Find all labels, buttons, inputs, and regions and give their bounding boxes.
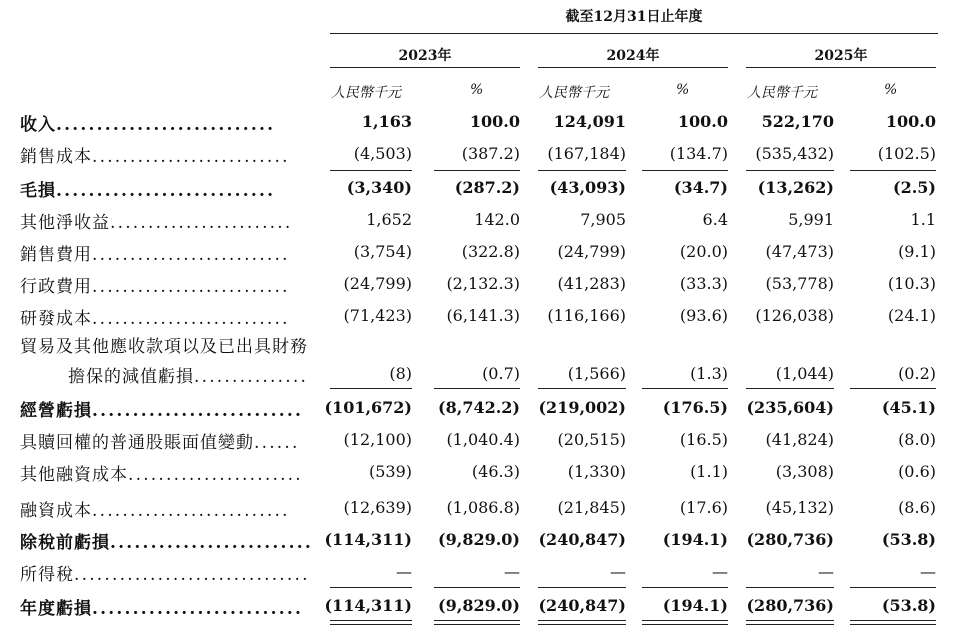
cell-value: (0.7): [482, 364, 520, 383]
cell-value: (9,829.0): [438, 596, 520, 615]
cell-value: —: [818, 562, 834, 581]
rule-before-operating-loss-5: [850, 388, 936, 389]
cell-value: (0.2): [898, 364, 936, 383]
row-label: [20, 428, 300, 453]
rule-before-annual-loss-2: [538, 587, 626, 588]
leader-dots: ..........................: [92, 599, 304, 619]
row-label-text: 除稅前虧損: [20, 533, 110, 553]
cell-value: (8): [389, 364, 412, 383]
row-label-text: 其他融資成本: [20, 465, 128, 485]
cell-value: 1,163: [361, 112, 412, 131]
cell-value: (235,604): [746, 398, 834, 417]
cell-value: (1,044): [775, 364, 834, 383]
double-rule-bottom-3: [642, 624, 728, 625]
leader-dots: ...............: [194, 367, 309, 387]
cell-value: (287.2): [454, 178, 520, 197]
rule-before-annual-loss-4: [746, 587, 834, 588]
cell-value: (6,141.3): [446, 306, 520, 325]
leader-dots: ...........................: [56, 181, 276, 201]
cell-value: (102.5): [877, 144, 936, 163]
cell-value: (4,503): [353, 144, 412, 163]
double-rule-bottom-5: [850, 624, 936, 625]
cell-value: 142.0: [474, 210, 520, 229]
double-rule-top-4: [746, 620, 834, 621]
cell-value: (101,672): [324, 398, 412, 417]
cell-value: (3,340): [346, 178, 412, 197]
cell-value: (240,847): [538, 596, 626, 615]
cell-value: (24,799): [343, 274, 412, 293]
leader-dots: ..........................: [92, 277, 290, 297]
cell-value: 522,170: [761, 112, 834, 131]
cell-value: (176.5): [662, 398, 728, 417]
cell-value: (16.5): [679, 430, 728, 449]
cell-value: 100.0: [677, 112, 728, 131]
rule-before-annual-loss-0: [330, 587, 412, 588]
row-label-text: 擔保的減值虧損: [68, 367, 194, 387]
cell-value: 1,652: [366, 210, 412, 229]
period-header: 截至12月31日止年度: [565, 9, 703, 25]
period-underline: [330, 33, 938, 34]
unit-percent-2024: %: [676, 82, 690, 98]
leader-dots: ......: [254, 433, 300, 453]
cell-value: (387.2): [461, 144, 520, 163]
cell-value: (20,515): [557, 430, 626, 449]
cell-value: (167,184): [547, 144, 626, 163]
cell-value: 100.0: [885, 112, 936, 131]
row-label-text: 行政費用: [20, 277, 92, 297]
year-2025: 2025年: [814, 48, 868, 64]
cell-value: —: [712, 562, 728, 581]
cell-value: (322.8): [461, 242, 520, 261]
unit-currency-2023: 人民幣千元: [331, 85, 401, 101]
rule-before-annual-loss-3: [642, 587, 728, 588]
rule-before-operating-loss-4: [746, 388, 834, 389]
double-rule-bottom-0: [330, 624, 412, 625]
row-label-text: 所得稅: [20, 565, 74, 585]
cell-value: (8,742.2): [438, 398, 520, 417]
cell-value: (3,308): [775, 462, 834, 481]
cell-value: (33.3): [679, 274, 728, 293]
cell-value: (219,002): [538, 398, 626, 417]
cell-value: (114,311): [324, 596, 412, 615]
cell-value: (9,829.0): [438, 530, 520, 549]
row-label-text: 銷售費用: [20, 245, 92, 265]
row-label-text: 其他淨收益: [20, 213, 110, 233]
cell-value: (45,132): [765, 498, 834, 517]
cell-value: (126,038): [755, 306, 834, 325]
row-label: [20, 304, 290, 329]
row-label: [20, 560, 310, 585]
double-rule-bottom-2: [538, 624, 626, 625]
cell-value: —: [396, 562, 412, 581]
cell-value: (41,824): [765, 430, 834, 449]
year-underline-2025: [746, 67, 936, 68]
subtotal-rule-2025a: [746, 170, 834, 171]
cell-value: (1,086.8): [446, 498, 520, 517]
unit-percent-2023: %: [470, 82, 484, 98]
cell-value: (194.1): [662, 530, 728, 549]
cell-value: (41,283): [557, 274, 626, 293]
rule-before-operating-loss-0: [330, 388, 412, 389]
cell-value: (114,311): [324, 530, 412, 549]
cell-value: (53,778): [765, 274, 834, 293]
row-label: [20, 496, 290, 521]
year-2023: 2023年: [398, 48, 452, 64]
row-label: [20, 240, 290, 265]
subtotal-rule-2024a: [538, 170, 626, 171]
cell-value: 5,991: [788, 210, 834, 229]
cell-value: (8.0): [898, 430, 936, 449]
cell-value: —: [504, 562, 520, 581]
double-rule-top-0: [330, 620, 412, 621]
cell-value: (24,799): [557, 242, 626, 261]
cell-value: (2.5): [893, 178, 936, 197]
cell-value: (240,847): [538, 530, 626, 549]
unit-currency-2024: 人民幣千元: [539, 85, 609, 101]
cell-value: (71,423): [343, 306, 412, 325]
leader-dots: ...........................: [56, 115, 276, 135]
cell-value: (116,166): [547, 306, 626, 325]
cell-value: (8.6): [898, 498, 936, 517]
rule-before-operating-loss-2: [538, 388, 626, 389]
row-label: [20, 110, 275, 135]
cell-value: (3,754): [353, 242, 412, 261]
cell-value: (1,566): [567, 364, 626, 383]
subtotal-rule-2023a: [330, 170, 412, 171]
cell-value: 100.0: [469, 112, 520, 131]
cell-value: (53.8): [881, 530, 936, 549]
cell-value: (13,262): [757, 178, 834, 197]
cell-value: (0.6): [898, 462, 936, 481]
leader-dots: ..........................: [92, 501, 290, 521]
cell-value: (24.1): [887, 306, 936, 325]
cell-value: (1,040.4): [446, 430, 520, 449]
double-rule-top-3: [642, 620, 728, 621]
cell-value: (43,093): [549, 178, 626, 197]
cell-value: (21,845): [557, 498, 626, 517]
year-2024: 2024年: [606, 48, 660, 64]
cell-value: (1,330): [567, 462, 626, 481]
row-label: [20, 528, 313, 553]
cell-value: 7,905: [580, 210, 626, 229]
row-label: [20, 272, 290, 297]
unit-currency-2025: 人民幣千元: [747, 85, 817, 101]
cell-value: (17.6): [679, 498, 728, 517]
cell-value: 6.4: [702, 210, 728, 229]
year-underline-2023: [330, 67, 520, 68]
cell-value: (280,736): [746, 530, 834, 549]
rule-before-annual-loss-5: [850, 587, 936, 588]
unit-percent-2025: %: [884, 82, 898, 98]
row-label-text: 銷售成本: [20, 147, 92, 167]
cell-value: (535,432): [755, 144, 834, 163]
row-label: [20, 396, 303, 421]
row-label-text: 研發成本: [20, 309, 92, 329]
cell-value: (194.1): [662, 596, 728, 615]
cell-value: (20.0): [679, 242, 728, 261]
cell-value: (53.8): [881, 596, 936, 615]
cell-value: (2,132.3): [446, 274, 520, 293]
leader-dots: .........................: [110, 533, 313, 553]
cell-value: (134.7): [669, 144, 728, 163]
cell-value: (1.1): [690, 462, 728, 481]
double-rule-bottom-4: [746, 624, 834, 625]
year-underline-2024: [538, 67, 728, 68]
leader-dots: ........................: [110, 213, 293, 233]
subtotal-rule-2023b: [434, 170, 520, 171]
row-label-text: 融資成本: [20, 501, 92, 521]
cell-value: (9.1): [898, 242, 936, 261]
cell-value: (46.3): [471, 462, 520, 481]
cell-value: (10.3): [887, 274, 936, 293]
leader-dots: ..........................: [92, 309, 290, 329]
row-label: [20, 460, 303, 485]
cell-value: (45.1): [881, 398, 936, 417]
leader-dots: ..........................: [92, 245, 290, 265]
double-rule-top-1: [434, 620, 520, 621]
row-label-text: 年度虧損: [20, 599, 92, 619]
row-label-text: 貿易及其他應收款項以及已出具財務: [20, 337, 308, 357]
row-label-text: 收入: [20, 115, 56, 135]
row-label: [68, 362, 308, 387]
double-rule-bottom-1: [434, 624, 520, 625]
row-label-text: 經營虧損: [20, 401, 92, 421]
rule-before-operating-loss-1: [434, 388, 520, 389]
cell-value: 1.1: [910, 210, 936, 229]
row-label: [20, 142, 290, 167]
rule-before-operating-loss-3: [642, 388, 728, 389]
subtotal-rule-2025b: [850, 170, 936, 171]
row-label-text: 毛損: [20, 181, 56, 201]
double-rule-top-2: [538, 620, 626, 621]
cell-value: 124,091: [553, 112, 626, 131]
cell-value: (280,736): [746, 596, 834, 615]
rule-before-annual-loss-1: [434, 587, 520, 588]
cell-value: (47,473): [765, 242, 834, 261]
cell-value: (12,100): [343, 430, 412, 449]
double-rule-top-5: [850, 620, 936, 621]
subtotal-rule-2024b: [642, 170, 728, 171]
leader-dots: ..........................: [92, 147, 290, 167]
cell-value: (12,639): [343, 498, 412, 517]
leader-dots: ...............................: [74, 565, 310, 585]
row-label: [20, 176, 275, 201]
row-label-text: 具贖回權的普通股賬面值變動: [20, 433, 254, 453]
cell-value: (1.3): [690, 364, 728, 383]
cell-value: (34.7): [673, 178, 728, 197]
leader-dots: ..........................: [92, 401, 304, 421]
cell-value: —: [610, 562, 626, 581]
row-label: [20, 594, 303, 619]
row-label: [20, 332, 308, 357]
row-label: [20, 208, 293, 233]
cell-value: (93.6): [679, 306, 728, 325]
leader-dots: .......................: [128, 465, 303, 485]
cell-value: (539): [368, 462, 412, 481]
cell-value: —: [920, 562, 936, 581]
